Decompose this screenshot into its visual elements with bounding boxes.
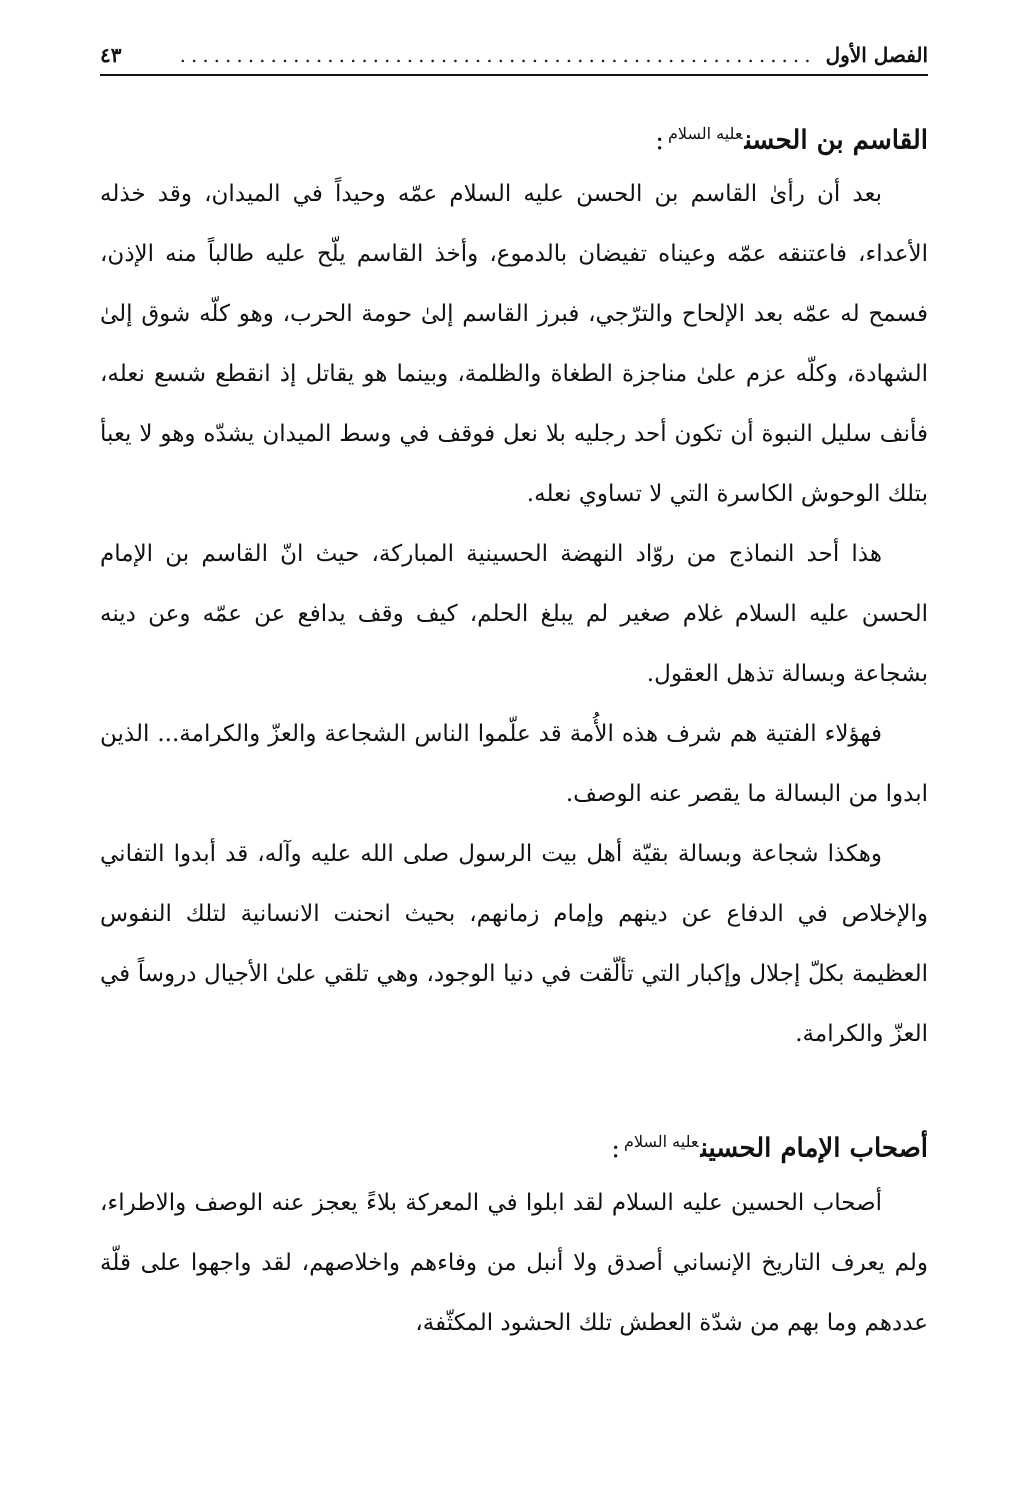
paragraph: فهؤلاء الفتية هم شرف هذه الأُمة قد علّموا الناس الشجاعة والعزّ والكرامة... الذين ابدوا من البسالة ما يقصر عنه الوصف. [100, 721, 928, 808]
paragraph: هذا أحد النماذج من روّاد النهضة الحسينية المباركة، حيث انّ القاسم بن الإمام الحسن عليه السلام غلام صغير لم يبلغ الحلم، كيف وقف يدافع عن عمّه وعن دينه بشجاعة وبسالة تذهل العقول. [100, 541, 928, 688]
chapter-title: الفصل الأول [825, 43, 928, 67]
paragraph: أصحاب الحسين عليه السلام لقد ابلوا في المعركة بلاءً يعجز عنه الوصف والاطراء، ولم يعرف التاريخ الإنساني أصدق ولا أنبل من وفاءهم واخلاصهم، لقد واجهوا على قلّة عددهم وما بهم من شدّة العطش تلك الحشود المكثّفة، [100, 1189, 928, 1336]
section-body-companions [100, 1173, 928, 1353]
section-heading-qasim: القاسم بن الحسن$^{عليه السلام}$: [655, 124, 928, 156]
book-page [100, 38, 928, 1488]
running-header [100, 38, 928, 76]
section-heading-text: أصحاب الإمام الحسين [700, 1134, 928, 1165]
honorific-mark: عليه السلام [624, 1132, 699, 1152]
section-body-qasim [100, 164, 928, 1064]
page-number: ٤٣ [100, 43, 122, 67]
header-dot-leader: ........................................................ [179, 43, 816, 67]
paragraph: بعد أن رأىٰ القاسم بن الحسن عليه السلام عمّه وحيداً في الميدان، وقد خذله الأعداء، فاعتنقه عمّه وعيناه تفيضان بالدموع، وأخذ القاسم يلّح عليه طالباً منه الإذن، فسمح له عمّه بعد الإلحاح والترّجي، فبرز القاسم إلىٰ حومة الحرب، وهو كلّه شوق إلىٰ الشهادة، وكلّه عزم علىٰ مناجزة الطغاة والظلمة، وبينما هو يقاتل إذ انقطع شسع نعله، فأنف سليل النبوة أن تكون أحد رجليه بلا نعل فوقف في وسط الميدان يشدّه وهو لا يعبأ بتلك الوحوش الكاسرة التي لا تساوي نعله. [100, 181, 928, 508]
paragraph: وهكذا شجاعة وبسالة بقيّة أهل بيت الرسول صلى الله عليه وآله، قد أبدوا التفاني والإخلاص في الدفاع عن دينهم وإمام زمانهم، بحيث انحنت الانسانية لتلك النفوس العظيمة بكلّ إجلال وإكبار التي تألّقت في دنيا الوجود، وهي تلقي علىٰ الأجيال دروساً في العزّ والكرامة. [100, 841, 928, 1048]
section-heading-companions: أصحاب الإمام الحسين$^{عليه السلام}$: [611, 1132, 928, 1165]
section-heading-text: القاسم بن الحسن [744, 125, 928, 156]
honorific-mark: عليه السلام [668, 124, 743, 143]
